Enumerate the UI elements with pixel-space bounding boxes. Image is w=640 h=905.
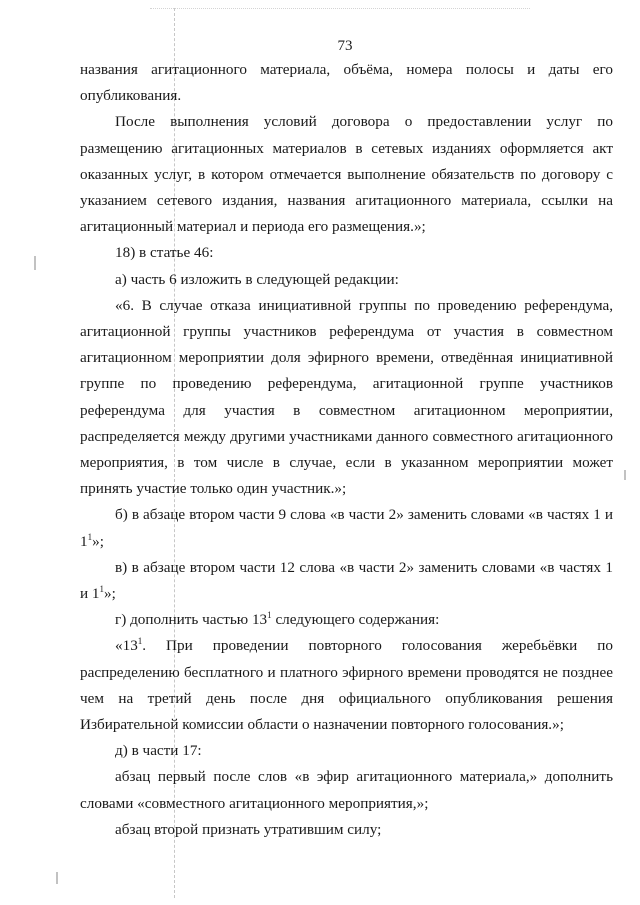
superscript: 1 bbox=[267, 610, 272, 621]
superscript: 1 bbox=[99, 584, 105, 595]
paragraph bbox=[80, 607, 613, 633]
page-number: 73 bbox=[337, 38, 353, 54]
paragraph: После выполнения условий договора о предоставлении услуг по размещению агитационных материалов в сетевых изданиях оформляется акт оказанных услуг, в котором отмечается выполнение обязательств по договору с указанием сетевого издания, названия агитационного материала, ссылки на агитационный материал и периода его размещения.»; bbox=[80, 113, 613, 236]
scan-artifact-right-mark bbox=[624, 470, 626, 480]
paragraph bbox=[80, 502, 613, 554]
paragraph: абзац второй признать утратившим силу; bbox=[115, 820, 382, 838]
scan-artifact-top bbox=[150, 8, 530, 9]
paragraph: 18) в статье 46: bbox=[115, 244, 214, 262]
paragraph: «6. В случае отказа инициативной группы по проведению референдума, агитационной группы участников референдума от участия в совместном агитационном мероприятии доля эфирного времени, отведённая инициативной группе по проведению референдума, агитационной группе участников референдума для участия в совместном агитационном мероприятии, распределяется между другими участниками данного совместного агитационного мероприятия, в том числе в случае, если в указанном мероприятии может принять участие только один участник.»; bbox=[80, 296, 613, 498]
scan-artifact-bottom-mark bbox=[56, 872, 58, 884]
paragraph bbox=[80, 555, 613, 607]
paragraph: а) часть 6 изложить в следующей редакции: bbox=[115, 270, 399, 288]
paragraph-text: »; bbox=[104, 585, 116, 603]
scan-artifact-left-mark bbox=[34, 256, 36, 270]
paragraph bbox=[80, 633, 613, 738]
paragraph-text: «13 bbox=[115, 637, 138, 655]
paragraph-text: . При проведении повторного голосования жеребьёвки по распределению бесплатного и платного эфирного времени проводятся не позднее чем на третий день после дня официального опубликования решения Избирательной комиссии области о назначении повторного голосования.»; bbox=[80, 637, 613, 734]
superscript: 1 bbox=[87, 531, 93, 542]
paragraph: д) в части 17: bbox=[115, 742, 202, 760]
document-body bbox=[80, 57, 613, 843]
paragraph: названия агитационного материала, объёма, номера полосы и даты его опубликования. bbox=[80, 61, 613, 105]
paragraph-text: »; bbox=[92, 532, 104, 550]
superscript: 1 bbox=[137, 636, 143, 647]
paragraph-text: б) в абзаце втором части 9 слова «в части 2» заменить словами «в частях 1 и 1 bbox=[80, 506, 613, 550]
paragraph: абзац первый после слов «в эфир агитационного материала,» дополнить словами «совместного агитационного мероприятия,»; bbox=[80, 768, 613, 812]
paragraph-text: г) дополнить частью 13 bbox=[115, 611, 268, 629]
paragraph-text: следующего содержания: bbox=[271, 611, 440, 629]
paragraph-text: в) в абзаце втором части 12 слова «в части 2» заменить словами «в частях 1 и 1 bbox=[80, 558, 613, 603]
